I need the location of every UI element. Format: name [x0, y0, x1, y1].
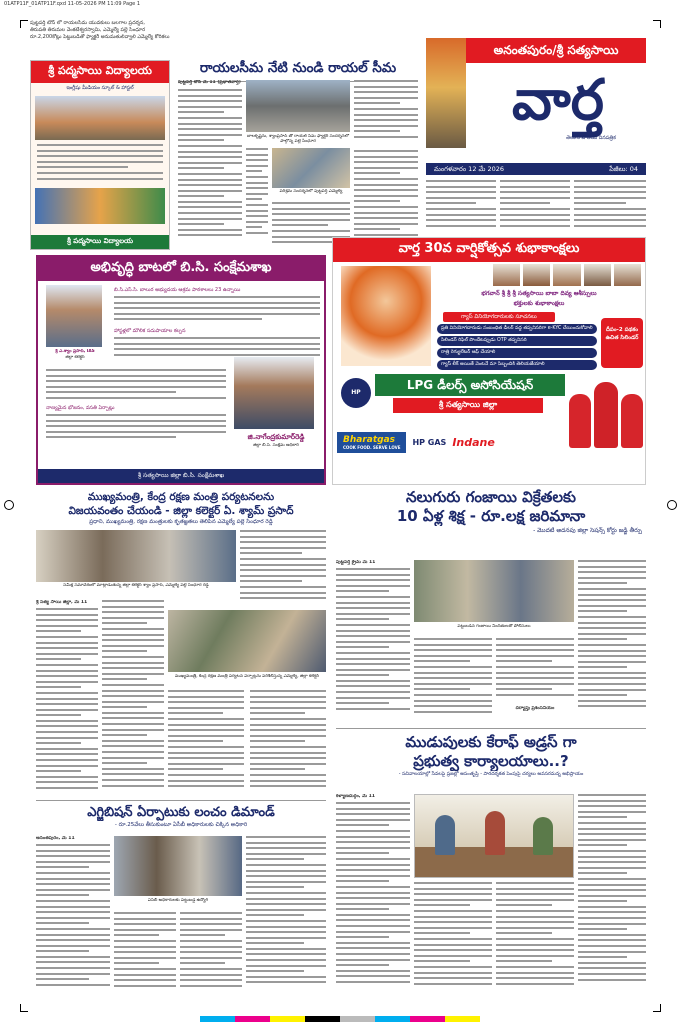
registration-mark — [4, 500, 14, 510]
print-slug: 01ATP11F_01ATP11F.qxd 11-05-2026 PM 11:09 Page 1 — [4, 1, 141, 7]
bribe-cartoon — [414, 794, 574, 878]
cm-column-5 — [250, 690, 326, 794]
lead-photo1-caption: బాలకృష్ణను, శ్యాంప్రసాద్ తో రాయల్ సీమ ఫ్యాక్టరీ సందర్శనలో పాల్గొన్న పల్లె సింధూర — [246, 134, 349, 144]
colour-bar — [200, 1016, 480, 1022]
hp-gas-logo: HP — [341, 378, 371, 408]
crop-mark — [653, 20, 661, 28]
ganja-photo — [414, 560, 574, 622]
exhibition-dateline: అనంతపురం, మే 11 — [36, 836, 75, 841]
exhibition-subhead: - రూ.25వేలు తీసుకుంటూ ఏసీబీ అధికారులకు చిక్కిన అధికారి — [114, 822, 248, 828]
office-worker-figure — [533, 817, 553, 855]
bc-bullet: నాణ్యమైన భోజనం, వసతి ఏర్పాట్లు — [46, 405, 115, 411]
anniversary-banner: వార్త 30వ వార్షికోత్సవ శుభాకాంక్షలు — [333, 238, 645, 262]
anniversary-ad — [332, 237, 646, 485]
ganja-headline — [336, 488, 646, 535]
bribe-offices-headline — [336, 728, 646, 779]
intro-line: రూ.2,200కోట్లు పెట్టుబడితో ఫ్యాక్టరీ అనుమతులివ్వాలి ఎమ్మెల్యే కోరికలు — [30, 34, 170, 40]
bharatgas-logo: Bharatgas COOK FOOD. SERVE LOVE — [337, 432, 406, 453]
bribe-column-2 — [414, 882, 492, 994]
exhibition-column-1 — [36, 844, 110, 994]
page-count: పేజీలు: 04 — [609, 165, 638, 173]
collector-photo — [46, 285, 102, 347]
masthead — [426, 38, 646, 160]
gas-notice-item: సిలిండర్ రిఫిల్ పొందేటప్పుడు OTP తప్పనిసరి — [437, 336, 597, 346]
bc-bullet: బి.సి.ఎస్.సి. బాలుర అభ్యుదయ ఆశ్రమ పాఠశాలలు 23 ఉన్నాయి — [114, 287, 241, 293]
collector-role: జిల్లా కలెక్టర్ — [65, 355, 85, 360]
bribe-headline-line2: ప్రభుత్వ కార్యాలయాలు..? — [413, 752, 569, 770]
cm-dateline: శ్రీ సత్య సాయి జిల్లా, మే 11 — [36, 600, 88, 605]
rajyasabha-column-b — [500, 180, 570, 236]
exhibition-photo — [114, 836, 242, 896]
lead-headline: రాయలసీమ నేటి నుండి రాయల్ సీమ — [178, 60, 418, 82]
ganja-subheading: దర్యాప్తు ప్రశంసనీయం — [515, 706, 555, 711]
cm-photo-review — [36, 530, 236, 582]
leader-photo — [493, 264, 520, 286]
ganja-headline-line1: నలుగురు గంజాయి విక్రేతలకు — [406, 488, 576, 506]
lpg-district: శ్రీ సత్యసాయి జిల్లా — [393, 398, 543, 413]
lpg-dealers-banner: LPG డీలర్స్ అసోసియేషన్ — [375, 374, 565, 396]
indane-cylinder-icon — [569, 394, 591, 448]
lead-column-1 — [178, 80, 242, 250]
school-ad-text — [37, 144, 163, 184]
gas-notice-item: గ్యాస్ లీక్ అయితే వెంటనే మా సిబ్బందికి తెలియజేయాలి — [437, 360, 597, 370]
cm-subhead: ప్రధాని, ముఖ్యమంత్రి, రక్షణ మంత్రులకు కృతజ్ఞతలు తెలిపిన ఎమ్మెల్యే పల్లె సింధూర రెడ్డి — [89, 519, 273, 525]
school-ad — [30, 60, 170, 250]
masthead-region-bar: అనంతపురం/శ్రీ సత్యసాయి — [466, 38, 646, 63]
bc-ad-lower — [46, 369, 226, 444]
school-students-photo — [35, 188, 165, 224]
cm-photo1-caption: సమీక్ష సమావేశంలో మాట్లాడుతున్న జిల్లా కలెక్టర్ శ్యాం ప్రసాద్, ఎమ్మెల్యే పల్లె సింధూర రెడ్డి — [63, 583, 209, 588]
school-footer: శ్రీ పద్మసాయి విద్యాలయ — [31, 235, 169, 249]
intro-line: తిరుపతి తిరుమల వెంకటేశ్వరస్వామి, ఎమ్మెల్యే పల్లె సింధూర — [30, 27, 146, 33]
exhibition-column-3 — [180, 912, 242, 994]
sai-baba-photo — [341, 266, 431, 366]
ganja-headline-line2: 10 ఏళ్ల శిక్ష - రూ.లక్ష జరిమానా — [396, 507, 586, 525]
deepam-offer-badge: దీపం-2 పథకం ఉచిత సిలిండర్ — [601, 318, 643, 368]
crop-mark — [20, 1004, 28, 1012]
gas-notice-item: ప్రతి వినియోగదారుడు సంబంధిత డీలర్ వద్ద తప్పనిసరిగా e-KYC చేయించుకోవాలి — [437, 324, 597, 334]
school-name: శ్రీ పద్మసాయి విద్యాలయ — [31, 61, 169, 83]
bc-officer-role: జిల్లా బి.సి. సంక్షేమ అధికారి — [253, 443, 299, 448]
cm-headline-line1: ముఖ్యమంత్రి, కేంద్ర రక్షణ మంత్రి పర్యటనలను — [87, 491, 275, 503]
bc-officer-name: జి.నాగేంద్రకుమార్‌రెడ్డి — [247, 433, 305, 441]
bc-ad-bullets — [114, 287, 320, 365]
lead-column-5 — [354, 150, 418, 250]
bc-welfare-ad — [36, 255, 326, 485]
issue-date: మంగళవారం 12 మే 2026 — [434, 165, 505, 173]
intro-line: పుట్టపర్తి టౌన్ లో రాయలసీమ యువకులు బలగాల ప్రదర్శన, — [30, 20, 146, 26]
exhibition-headline-text: ఎగ్జిబిషన్ ఏర్పాటుకు లంచం డిమాండ్ — [87, 805, 275, 820]
exhibition-photo-caption: ఏసీబీ అధికారులకు పట్టుబడ్డ ఉద్యోగి — [147, 898, 209, 903]
ganja-column-4 — [578, 560, 646, 718]
leaders-photo-row — [493, 264, 641, 286]
rajyasabha-column-a — [426, 180, 496, 236]
date-strip — [426, 163, 646, 175]
leader-photo — [614, 264, 641, 286]
cm-story-headline — [36, 490, 326, 526]
cm-column-2 — [102, 600, 164, 794]
bc-ad-title: అభివృద్ధి బాటలో బి.సి. సంక్షేమశాఖ — [38, 257, 324, 281]
cm-column-3 — [240, 530, 326, 606]
masthead-logo-photo — [426, 38, 466, 148]
bribe-dateline: కళ్యాణదుర్గం, మే 11 — [336, 794, 375, 799]
bc-bullet: హాస్టళ్లలో మౌలిక సదుపాయాల కల్పన — [114, 328, 186, 334]
bc-ad-footer: శ్రీ సత్యసాయి జిల్లా బి.సి. సంక్షేమశాఖ — [38, 469, 324, 483]
ganja-dateline: పుట్టపర్తి క్రైమ్ మే 11 — [336, 560, 376, 565]
cm-column-1 — [36, 608, 98, 794]
school-building-photo — [35, 96, 165, 140]
ganja-column-2 — [414, 638, 492, 718]
bribe-column-1 — [336, 802, 410, 994]
anniversary-message-1: భగవాన్ శ్రీ శ్రీ శ్రీ సత్యసాయి బాబా దివ్య ఆశీస్సులు — [481, 290, 597, 297]
office-worker-figure — [435, 815, 455, 855]
collector-name: శ్రీ ఎ.శ్యాం ప్రసాద్, IAS — [55, 349, 95, 354]
exhibition-headline — [36, 800, 326, 829]
hp-cylinder-icon — [594, 382, 618, 448]
cylinder-group — [567, 374, 643, 450]
cm-headline-line2: విజయవంతం చేయండి - జిల్లా కలెక్టర్ ఏ. శ్యామ్ ప్రసాద్ — [68, 505, 294, 517]
lead-dateline: పుట్టపర్తి టౌన్ మే 11 (ప్రభాతవార్త) — [178, 80, 241, 85]
leader-photo — [553, 264, 580, 286]
masthead-title: వార్త — [512, 67, 604, 133]
brand-strip — [337, 430, 563, 454]
anniversary-message-2: భక్తులకు శుభాకాంక్షలు — [513, 300, 565, 307]
ganja-column-3 — [496, 638, 574, 700]
lead-photo2-caption: పరిశ్రమ సందర్శనలో పుట్టపర్తి ఎమ్మెల్యే — [279, 189, 343, 194]
crop-mark — [653, 1004, 661, 1012]
bribe-column-3 — [496, 882, 574, 994]
leader-photo — [584, 264, 611, 286]
bribe-subhead: - సచివాలయాల్లో సేవలపై ప్రజల్లో అసంతృప్తి - పారదర్శకత పెంపుపై చర్యలు అవసరమన్న అభిప్రాయం — [398, 772, 584, 777]
bc-officer-photo — [234, 357, 314, 429]
top-intro — [30, 20, 335, 41]
indane-brand: Indane — [452, 435, 495, 449]
crop-mark — [20, 20, 28, 28]
lead-column-2 — [354, 80, 418, 145]
bribe-headline-line1: ముడుపులకు కేరాఫ్ అడ్రస్ గా — [405, 733, 577, 751]
lead-photo-factory — [246, 80, 350, 132]
school-subtitle: ఇంగ్లీషు మీడియం స్కూల్ & హాస్టల్ — [66, 85, 134, 91]
gas-notice-list — [437, 324, 597, 372]
registration-mark — [667, 500, 677, 510]
ganja-column-1 — [336, 568, 410, 718]
gas-notice-item: రాత్రి రెగ్యులేటర్ ఆఫ్ చేయాలి — [437, 348, 597, 358]
exhibition-column-2 — [114, 912, 176, 994]
leader-photo — [523, 264, 550, 286]
office-worker-figure — [485, 811, 505, 855]
cm-column-4 — [168, 690, 244, 794]
lead-photo-meeting — [272, 148, 350, 188]
cm-photo2-caption: ముఖ్యమంత్రి, కేంద్ర రక్షణ మంత్రి పర్యటన ఏర్పాట్లను పరిశీలిస్తున్న ఎమ్మెల్యే, జిల్లా కలెక్టర్ — [174, 674, 320, 679]
bharat-cylinder-icon — [621, 394, 643, 448]
ganja-photo-caption: పట్టుబడిన గంజాయి నిందితులతో పోలీసులు — [457, 624, 531, 629]
gas-notice-heading: గ్యాస్ వినియోగదారులకు సూచనలు — [443, 312, 555, 322]
ganja-subhead: - మొదటి అదనపు జిల్లా సెషన్స్ కోర్టు జడ్జి తీర్పు — [533, 527, 642, 534]
rajyasabha-column-c — [574, 180, 646, 236]
lead-column-3 — [246, 148, 268, 248]
cm-photo-inspection — [168, 610, 326, 672]
masthead-tagline: తెలుగు జాతీయ దినపత్రిక — [566, 135, 616, 141]
hp-gas-brand: HP GAS — [412, 437, 447, 447]
bribe-column-4 — [578, 794, 646, 994]
exhibition-column-4 — [246, 836, 326, 994]
